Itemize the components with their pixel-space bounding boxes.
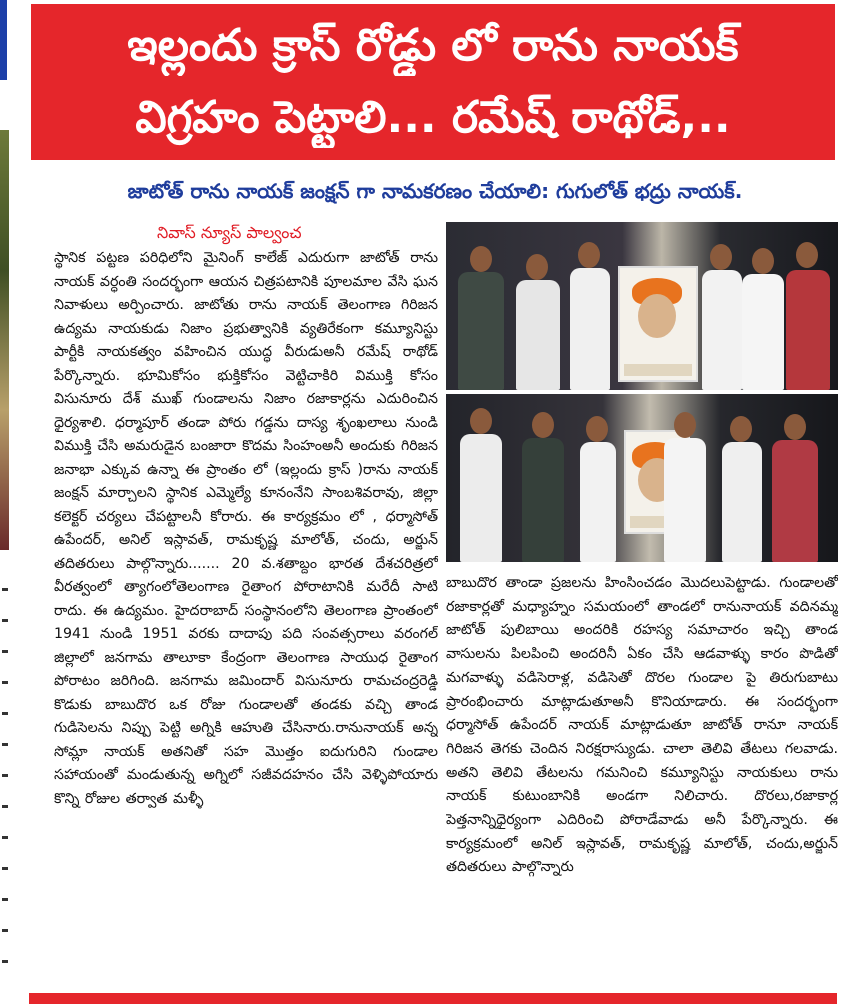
article-column-2 xyxy=(446,572,838,982)
event-photo xyxy=(446,222,838,562)
adjacent-article-strip xyxy=(0,0,12,1004)
photo-bottom-half xyxy=(446,394,838,562)
next-article-banner xyxy=(29,993,837,1004)
column-1-text: స్థానిక పట్టణ పరిధిలోని మైనింగ్ కాలేజ్ ఎదురుగా జాటోత్ రాను నాయక్ వర్ధంతి సందర్భంగా ఆయన చిత్రపటానికి పూలమాల వేసి ఘన నివాళులు అర్పించారు. జాటోతు రాను నాయక్ తెలంగాణ గిరిజన ఉద్యమ నాయకుడు నిజాం ప్రభుత్వానికి వ్యతిరేకంగా కమ్యూనిస్టు పార్టీకి నాయకత్వం వహించిన యుద్ధ వీరుడుఅనీ రమేష్ రాథోడ్ పేర్కొన్నారు. భూమికోసం భుక్తికోసం వెట్టిచాకిరి విముక్తి కోసం విసునూరు దేశ్ ముఖ్ గుండాలను నిజాం రజాకార్లను ఎదురించిన ధైర్యశాలి. ధర్మాపూర్ తండా పోరు గడ్డను దాస్య శృంఖలాలు నుండి విముక్తి చేసి అమరుడైన బంజారా కొదమ సింహంఅనీ అందుకు గిరిజన జనాభా ఎక్కువ ఉన్నా ఈ ప్రాంతం లో (ఇల్లందు క్రాస్ )రాను నాయక్ జంక్షన్ మార్చాలని స్థానిక ఎమ్మెల్యే కూనంనేని సాంబశివరావు, జిల్లా కలెక్టర్ చర్యలు చేపట్టాలనీ కోరారు. ఈ కార్యక్రమం లో , ధర్మాసోత్ ఉపేందర్, అనిల్ ఇస్లావత్, రామకృష్ణ మాలోత్, చందు, అర్జున్ తదితరులు పాల్గొన్నారు....... 20 వ.శతాబ్దం భారత దేశచరిత్రలో వీరత్వంలో త్యాగంలోతెలంగాణ రైతాంగ పోరాటానికి మరేదీ సాటి రాదు. ఈ ఉద్యమం. హైదరాబాద్ సంస్థానంలోని తెలంగాణ ప్రాంతంలో 1941 నుండి 1951 వరకు దాదాపు పది సంవత్సరాలు వరంగల్ జిల్లాలో జనగామ తాలూకా కేంద్రంగా తెలంగాణ సాయుధ రైతాంగ పోరాటం జరిగింది. జనగామ జమిందార్ విసునూరు రామచంద్రరెడ్డి కొడుకు బాబుదొర ఒక రోజు గుండాలతో తండకు వచ్చి తాండ గుడిసెలను నిప్పు పెట్టి అగ్నికి ఆహుతి చేసినారు.రానునాయక్ అన్న సోమ్లా నాయక్ అతనితో సహ మొత్తం ఐదుగురిని గుండాల సహాయంతో మండుతున్న అగ్నిలో సజీవదహనం చేసి వెళ్ళిపోయారు కొన్ని రోజుల తర్వాత మళ్ళీ xyxy=(54,250,438,807)
headline-banner xyxy=(29,2,837,162)
adjacent-photo-fragment xyxy=(0,130,9,550)
column-2-text: బాబుదొర తాండా ప్రజలను హింసించడం మొదలుపెట్టాడు. గుండాలతో రజాకార్లతో మధ్యాహ్నం సమయంలో తాండలో రానునాయక్ వదినమ్మ జాటోత్ పులిబాయి అందరికి రహస్య సమాచారం ఇచ్చి తాండ వాసులను పిలపించి అందరినీ ఏకం చేసి ఆడవాళ్ళు కారం పొడితో మగవాళ్ళు వడిసెరాళ్ల, వడిసెతో దొరల గుండాల పై తిరుగుబాటు ప్రారంభించారు మాట్లాడుతూఅనీ కొనియాడారు. ఈ సందర్భంగా ధర్మాసోత్ ఉపేందర్ నాయక్ మాట్లాడుతూ జాటోత్ రానూ నాయక్ గిరిజన తెగకు చెందిన నిరక్షరాస్యుడు. చాలా తెలివి తేటలు గలవాడు. అతని తెలివి తేటలను గమనించి కమ్యూనిస్టు నాయకులు రాను నాయక్ కుటుంబానికి అండగా నిలిచారు. దొరలు,రజాకార్ల పెత్తనాన్నిధైర్యంగా ఎదిరించి పోరాడేవాడు అనీ పేర్కొన్నారు. ఈ కార్యక్రమంలో అనిల్ ఇస్లావత్, రామకృష్ణ మాలోత్, చందు,అర్జున్ తదితరులు పాల్గొన్నారు xyxy=(446,575,838,876)
article-column-1 xyxy=(54,247,438,982)
subheadline: జాటోత్ రాను నాయక్ జంక్షన్ గా నామకరణం చేయాలి: గుగులోత్ భద్రు నాయక్. xyxy=(127,179,743,203)
headline-line-2: విగ్రహం పెట్టాలి... రమేష్ రాథోడ్,.. xyxy=(135,92,731,143)
headline-line-1: ఇల్లందు క్రాస్ రోడ్డు లో రాను నాయక్ xyxy=(127,20,739,71)
photo-top-half xyxy=(446,222,838,390)
byline: నివాస్ న్యూస్ పాల్వంచ xyxy=(157,223,302,242)
adjacent-blue-block xyxy=(0,0,7,80)
adjacent-text-fragments xyxy=(0,560,10,1000)
